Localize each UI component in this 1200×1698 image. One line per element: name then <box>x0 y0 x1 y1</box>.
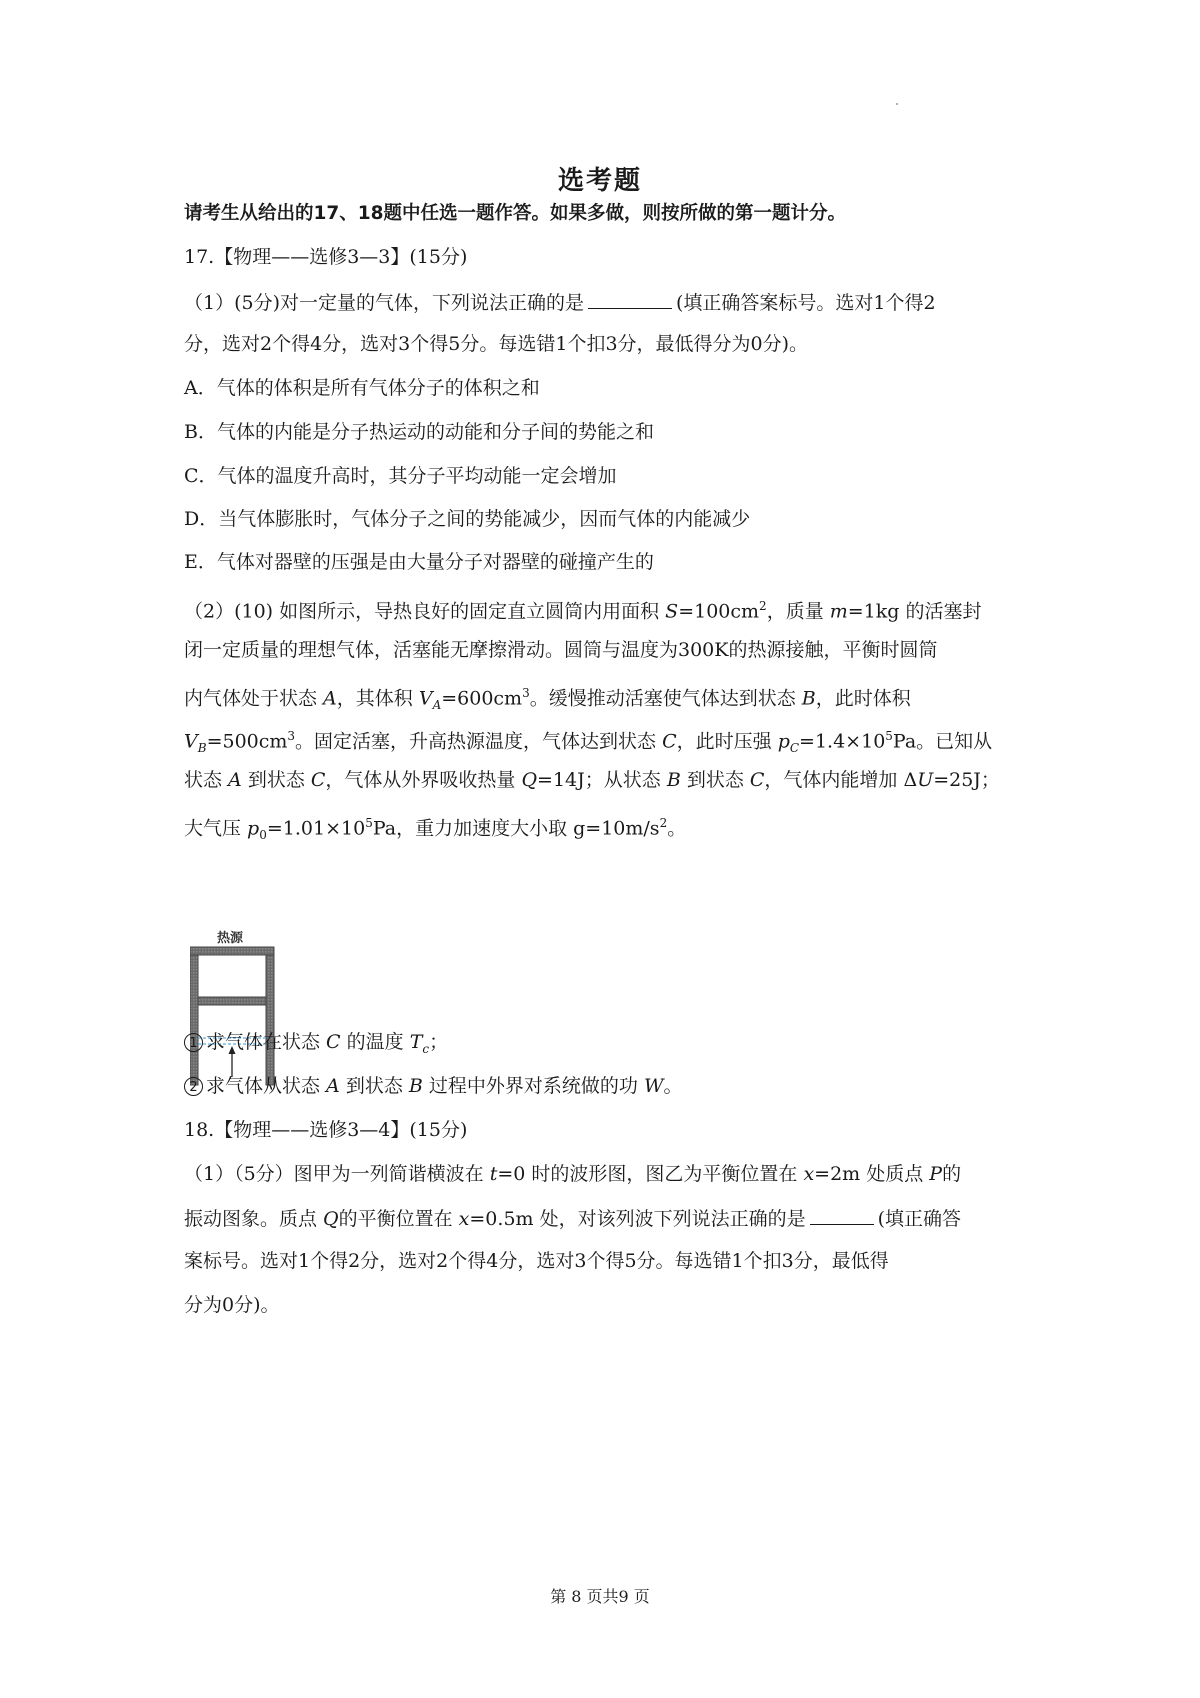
answer-blank <box>588 290 672 309</box>
q17-part1-line2: 分，选对2个得4分，选对3个得5分。每选错1个扣3分，最低得分为0分)。 <box>184 333 809 355</box>
q17-sub1: 1 求气体在状态 C 的温度 $T_c$； <box>184 1030 448 1061</box>
q17-part2-line3: 内气体处于状态 A，其体积 $V_A=600cm^3$。缓慢推动活塞使气体达到状态 B，此时体积 <box>184 686 911 713</box>
piston <box>198 997 266 1005</box>
q17-option-b: B．气体的内能是分子热运动的动能和分子间的势能之和 <box>184 421 654 443</box>
q17-part1-suffix: (填正确答案标号。选对1个得2 <box>676 292 936 314</box>
page-footer: 第 8 页共9 页 <box>550 1587 650 1606</box>
q17-option-a: A．气体的体积是所有气体分子的体积之和 <box>184 377 540 399</box>
q17-option-e: E．气体对器壁的压强是由大量分子对器壁的碰撞产生的 <box>184 551 654 573</box>
q17-part1-line1 <box>184 290 936 315</box>
q17-part1-prefix: （1）(5分)对一定量的气体，下列说法正确的是 <box>184 292 585 314</box>
q17-part2-line6: 大气压 $p_0=1.01\times 10^5Pa$，重力加速度大小取 $g=10m/s^2$。 <box>184 816 687 843</box>
q17-sub2: 2 求气体从状态 A 到状态 B 过程中外界对系统做的功 W。 <box>184 1074 682 1098</box>
q18-line3: 案标号。选对1个得2分，选对2个得4分，选对3个得5分。每选错1个扣3分，最低得 <box>184 1250 889 1272</box>
q17-part2-line1: （2）(10) 如图所示，导热良好的固定直立圆筒内用面积 $S=100cm^2$，质量 m=1kg 的活塞封 <box>184 599 982 623</box>
heat-source-plate <box>190 947 274 955</box>
q18-line4: 分为0分)。 <box>184 1294 280 1316</box>
circled-number-1: 1 <box>184 1033 203 1052</box>
q17-part2-line5: 状态 A 到状态 C，气体从外界吸收热量 Q=14J；从状态 B 到状态 C，气体内能增加 ΔU=25J； <box>184 769 1000 791</box>
cylinder-left-wall <box>190 955 198 1085</box>
q17-option-c: C．气体的温度升高时，其分子平均动能一定会增加 <box>184 465 617 487</box>
q17-heading: 17.【物理——选修3—3】(15分) <box>184 246 468 268</box>
q17-part2-line4: $V_B=500cm^3$。固定活塞，升高热源温度，气体达到状态 C，此时压强 $p_C=1.4\times 10^5Pa$。已知从 <box>184 729 993 756</box>
q18-line1: （1）（5分）图甲为一列简谐横波在 t=0 时的波形图，图乙为平衡位置在 x=2m 处质点 P的 <box>184 1163 962 1185</box>
instruction: 请考生从给出的17、18题中任选一题作答。如果多做，则按所做的第一题计分。 <box>184 203 846 224</box>
q17-part2-line2: 闭一定质量的理想气体，活塞能无摩擦滑动。圆筒与温度为300K的热源接触，平衡时圆筒 <box>184 639 938 661</box>
q18-line2: 振动图象。质点 Q的平衡位置在 x=0.5m 处，对该列波下列说法正确的是 (填正确答 <box>184 1208 962 1230</box>
scan-dot <box>896 103 898 105</box>
cylinder-right-wall <box>266 955 274 1085</box>
heat-source-label: 热源 <box>216 931 244 946</box>
q17-option-d: D．当气体膨胀时，气体分子之间的势能减少，因而气体的内能减少 <box>184 508 751 530</box>
circled-number-2: 2 <box>184 1077 203 1096</box>
answer-blank <box>810 1206 874 1225</box>
q18-heading: 18.【物理——选修3—4】(15分) <box>184 1119 468 1141</box>
page-title: 选考题 <box>557 166 642 196</box>
